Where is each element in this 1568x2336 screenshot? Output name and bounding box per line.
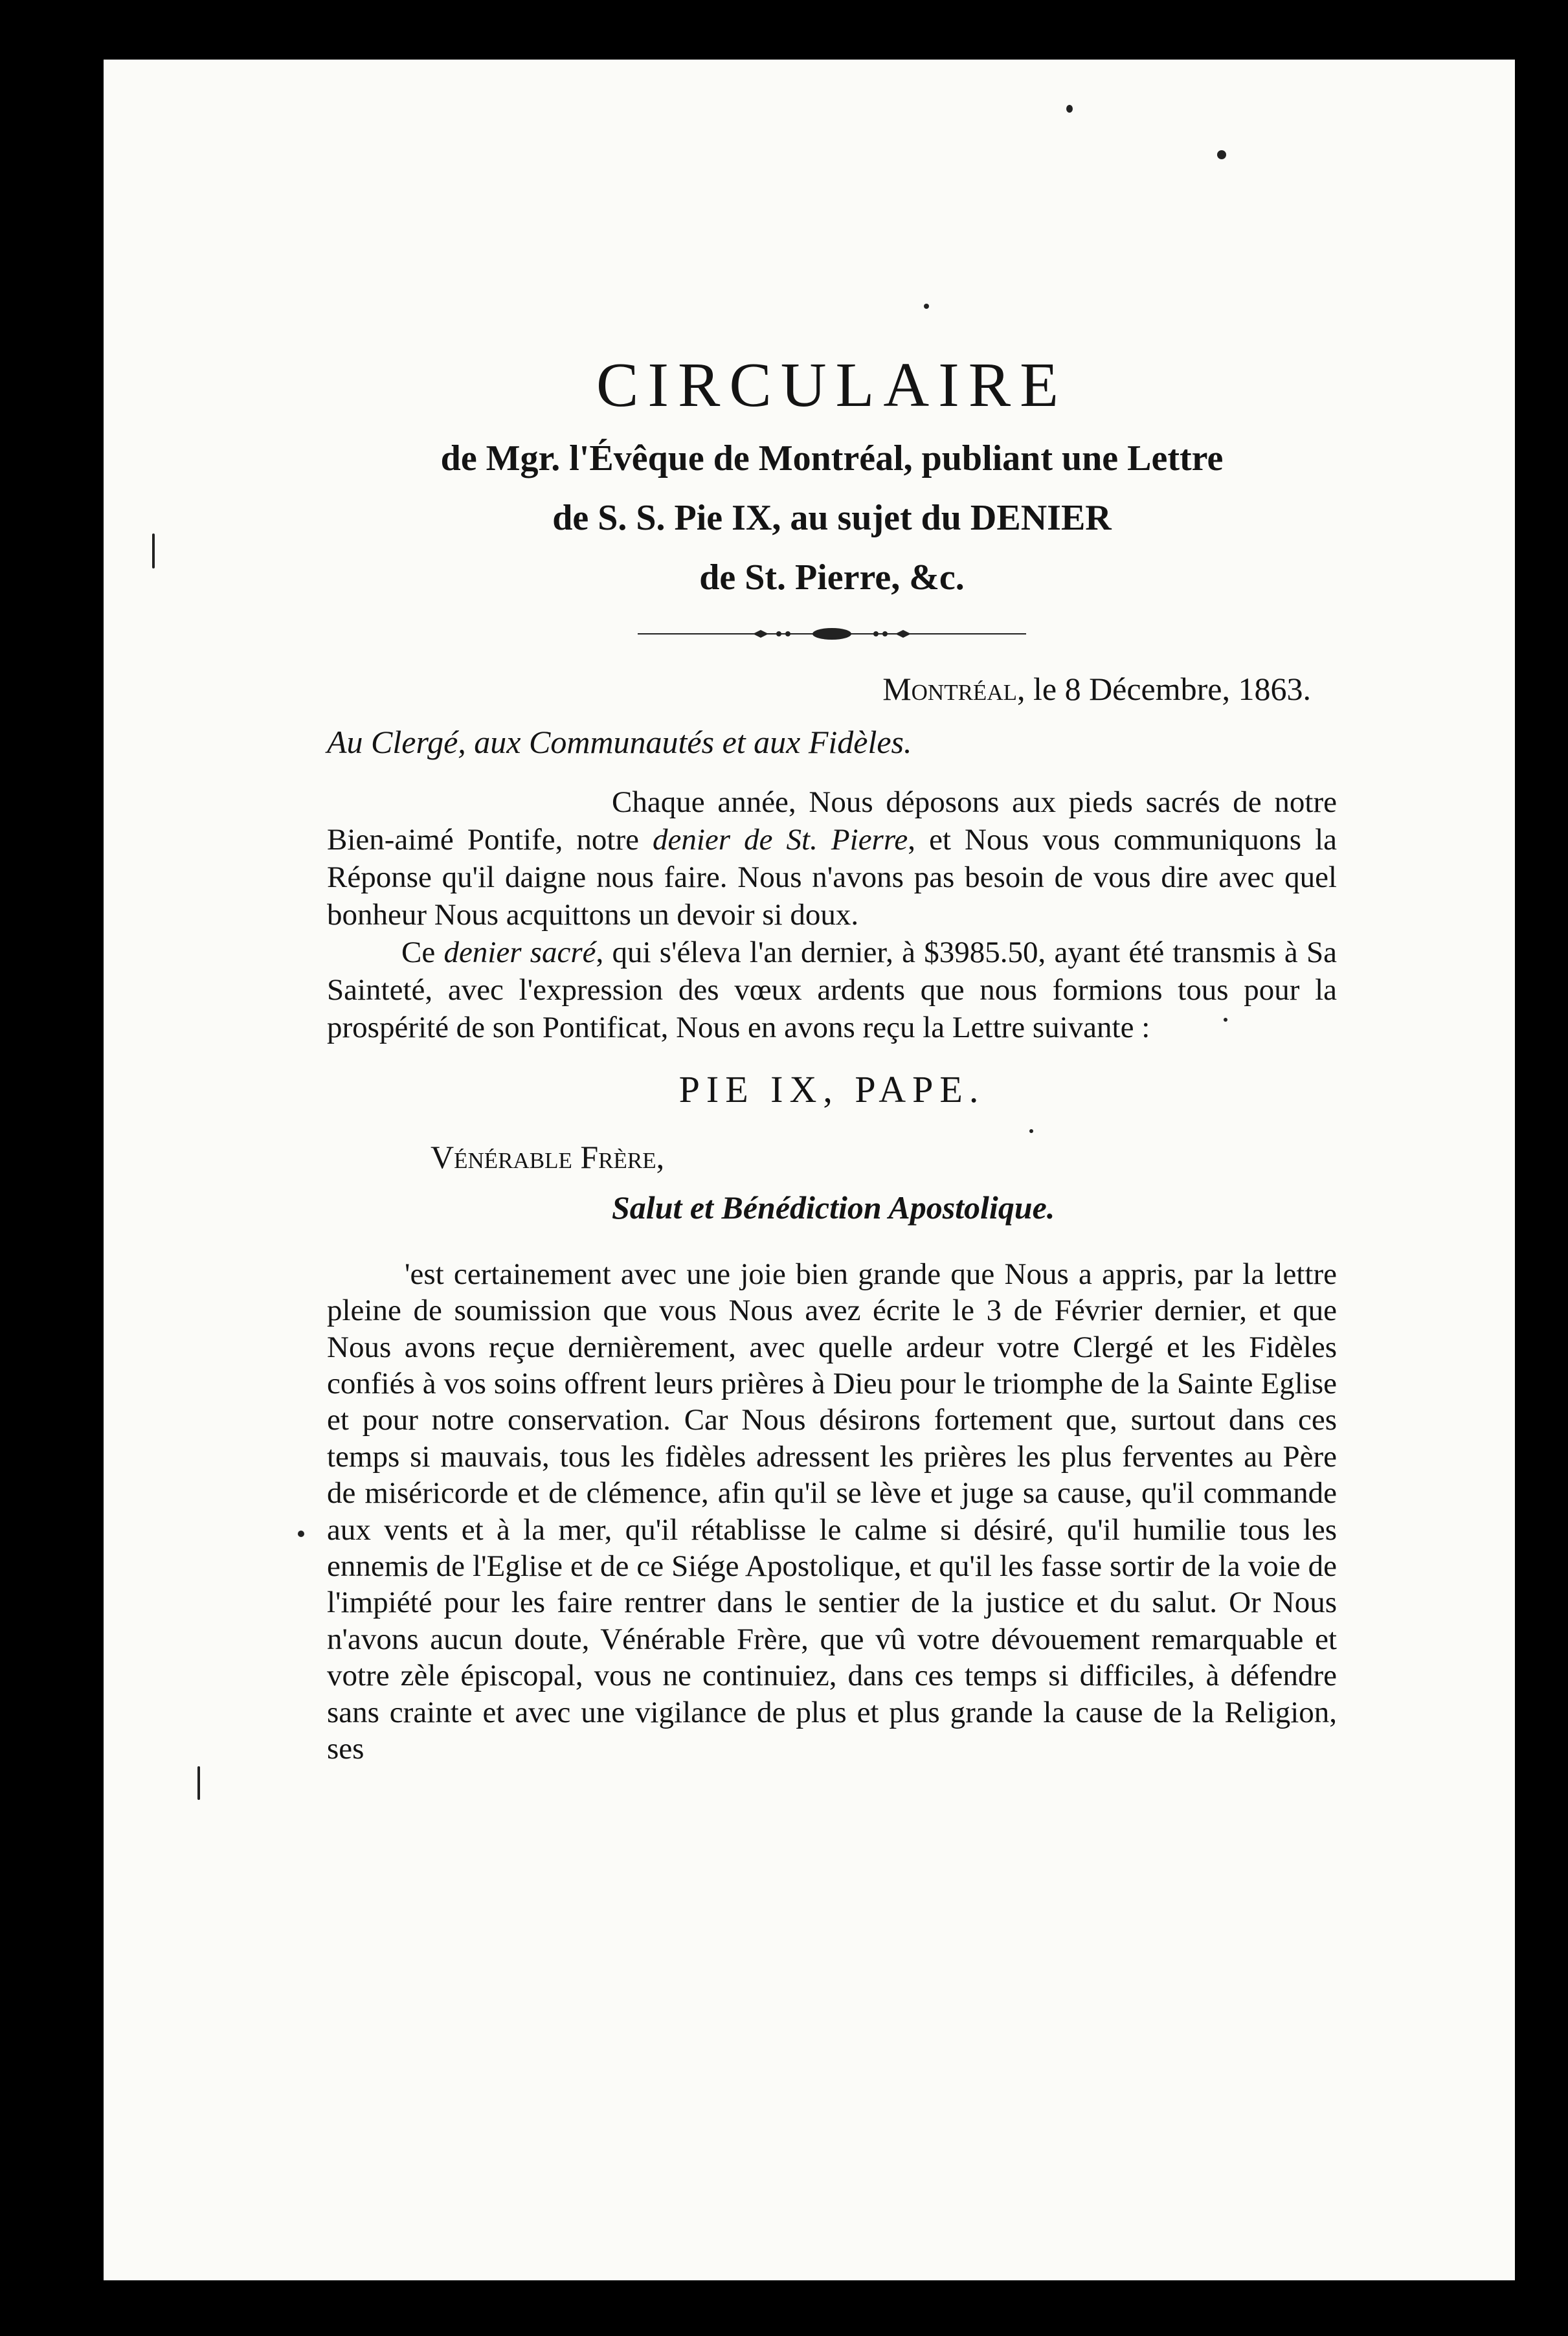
subtitle-line-2: de S. S. Pie IX, au sujet du DENIER — [552, 497, 1112, 538]
dateline — [327, 663, 1311, 715]
paragraph-2-emphasis: denier sacré — [443, 935, 596, 969]
ink-speck — [197, 1766, 200, 1800]
paragraph-2 — [327, 934, 1337, 1046]
ink-speck — [1066, 105, 1073, 113]
ink-speck — [1217, 150, 1226, 159]
paragraph-1 — [327, 783, 1337, 934]
dateline-place: Montréal, — [882, 670, 1025, 707]
paragraph-1-text-a: Chaque année, Nous déposons aux pieds sacrés de notre Bien-aimé Pontife, notre — [327, 785, 1337, 857]
address-line: Au Clergé, aux Communautés et aux Fidèles. — [327, 723, 912, 760]
document-page — [104, 60, 1515, 2280]
salutation: Vénérable Frère, — [431, 1138, 665, 1175]
subtitle-line-1: de Mgr. l'Évêque de Montréal, publiant une Lettre — [440, 438, 1224, 478]
greeting: Salut et Bénédiction Apostolique. — [612, 1189, 1055, 1226]
letter-body: 'est certainement avec une joie bien grande que Nous a appris, par la lettre pleine de soumission que vous Nous avez écrite le 3 de Février dernier, et que Nous avons reçue dernièrement, avec quelle ardeur votre Clergé et les Fidèles confiés à vos soins offrent leurs prières à Dieu pour le triomphe de la Sainte Eglise et pour notre conservation. Car Nous désirons fortement que, surtout dans ces temps si mauvais, tous les fidèles adressent les prières les plus ferventes au Père de miséricorde et de clémence, afin qu'il se lève et juge sa cause, qu'il commande aux vents et à la mer, qu'il rétablisse le calme si désiré, qu'il humilie tous les ennemis de l'Eglise et de ce Siége Apostolique, et qu'il les fasse sortir de la voie de l'impiété pour les faire rentrer dans le sentier de la justice et du salut. Or Nous n'avons aucun doute, Vénérable Frère, que vû votre dévouement remarquable et votre zèle épiscopal, vous ne continuiez, dans ces temps si difficiles, à défendre sans crainte et avec une vigilance de plus et plus grande la cause de la Religion, ses — [327, 1257, 1337, 1766]
paragraph-2-text-a: Ce — [401, 935, 444, 969]
document-title: CIRCULAIRE — [596, 350, 1068, 420]
dateline-date: le 8 Décembre, 1863. — [1033, 670, 1311, 707]
paragraph-1-text-b: , et Nous vous communiquons la Réponse qu'il daigne nous faire. Nous n'avons pas besoin de vous dire avec quel bonheur Nous acquittons un devoir si doux. — [327, 822, 1337, 932]
document-content — [327, 351, 1337, 1767]
letter-heading: PIE IX, PAPE. — [678, 1068, 985, 1110]
paragraph-1-emphasis: denier de St. Pierre — [653, 822, 908, 857]
paragraph-2-text-b: , qui s'éleva l'an dernier, à $3985.50, ayant été transmis à Sa Sainteté, avec l'expression des vœux ardents que nous formions tous pour la prospérité de son Pontificat, Nous en avons reçu la Lettre suivante : — [327, 935, 1337, 1044]
subtitle-line-3: de St. Pierre, &c. — [699, 557, 965, 598]
ink-speck — [152, 533, 155, 568]
ornament-divider — [638, 624, 1026, 644]
ink-speck — [298, 1531, 304, 1537]
ink-speck — [924, 304, 929, 309]
